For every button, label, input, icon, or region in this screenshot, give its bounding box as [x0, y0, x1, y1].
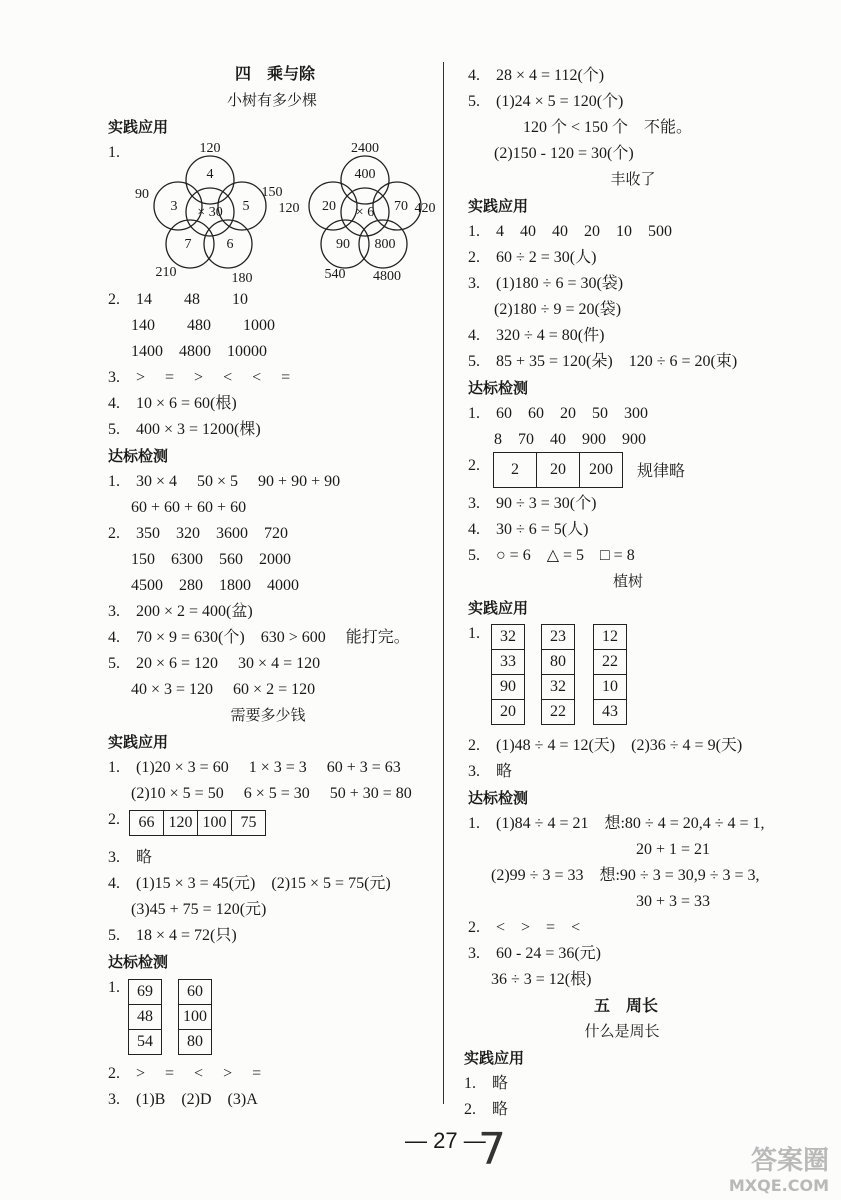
answer-line: 1. 略: [464, 1075, 509, 1092]
answer-line: 4. 320 ÷ 4 = 80(件): [468, 327, 605, 344]
answer-line: 1. 30 × 4 50 × 5 90 + 90 + 90: [108, 473, 341, 490]
answer-line: 60 + 60 + 60 + 60: [131, 499, 247, 516]
table-cell: 60: [179, 980, 212, 1005]
answer-table: [493, 452, 623, 488]
answer-line: 40 × 3 = 120 60 × 2 = 120: [131, 681, 316, 698]
table-cell: 43: [594, 700, 627, 725]
petal-value: 20: [322, 199, 336, 214]
lesson-title: 什么是周长: [584, 1024, 660, 1040]
answer-line: 2. > = < > =: [108, 1065, 262, 1082]
outer-value: 120: [278, 201, 300, 216]
lesson-title: 小树有多少棵: [226, 93, 318, 109]
answer-line: 5. ○ = 6 △ = 5 □ = 8: [468, 547, 635, 564]
table-cell: 54: [129, 1030, 162, 1055]
answer-line: 3. 90 ÷ 3 = 30(个): [468, 495, 597, 512]
answer-line: 5. 18 × 4 = 72(只): [108, 927, 237, 944]
outer-value: 210: [155, 265, 177, 280]
answer-table: [541, 624, 575, 725]
answer-line: (2)10 × 5 = 50 6 × 5 = 30 50 + 30 = 80: [131, 785, 412, 802]
section-heading: 实践应用: [464, 1049, 525, 1067]
answer-line: 2.: [468, 457, 480, 474]
table-cell: 100: [198, 811, 232, 836]
table-cell: 66: [130, 811, 164, 836]
outer-value: 150: [261, 185, 283, 200]
chapter-title: 五 周长: [593, 996, 659, 1015]
answer-line: 5. 400 × 3 = 1200(棵): [108, 421, 261, 438]
answer-line: 1. 4 40 40 20 10 500: [468, 223, 673, 240]
petal-value: 7: [184, 237, 192, 252]
answer-line: 1400 4800 10000: [131, 343, 268, 360]
table-cell: 23: [542, 625, 575, 650]
answer-line: 120 个 < 150 个 不能。: [523, 119, 693, 136]
table-cell: 80: [179, 1030, 212, 1055]
outer-value: 540: [324, 267, 346, 282]
petal-value: 70: [394, 199, 408, 214]
petal-value: 800: [374, 237, 396, 252]
table-cell: 10: [594, 675, 627, 700]
answer-line: 20 + 1 = 21: [636, 841, 711, 858]
page-number: — 27 —: [405, 1128, 486, 1153]
watermark-url: MXQE.COM: [728, 1176, 829, 1195]
watermark-logo: [751, 1140, 829, 1177]
answer-line: 3. 略: [468, 763, 513, 780]
answer-line: 4. (1)15 × 3 = 45(元) (2)15 × 5 = 75(元): [108, 875, 391, 892]
answer-line: (2)150 - 120 = 30(个): [494, 145, 634, 162]
answer-line: 140 480 1000: [131, 317, 276, 334]
section-heading: 实践应用: [468, 599, 529, 617]
answer-line: 5. (1)24 × 5 = 120(个): [468, 93, 624, 110]
answer-line: (3)45 + 75 = 120(元): [131, 901, 267, 918]
table-cell: 80: [542, 650, 575, 675]
answer-line: 5. 20 × 6 = 120 30 × 4 = 120: [108, 655, 321, 672]
answer-line: 2. 略: [464, 1101, 509, 1118]
table-cell: 33: [492, 650, 525, 675]
answer-line: 3. 200 × 2 = 400(盆): [108, 603, 253, 620]
table-cell: 20: [492, 700, 525, 725]
section-heading: 达标检测: [468, 379, 529, 397]
handwritten-mark: 7: [478, 1124, 506, 1175]
answer-line: 2. (1)48 ÷ 4 = 12(天) (2)36 ÷ 4 = 9(天): [468, 737, 743, 754]
answer-table: [491, 624, 525, 725]
answer-line: (2)99 ÷ 3 = 33 想:90 ÷ 3 = 30,9 ÷ 3 = 3,: [491, 867, 760, 884]
section-heading: 实践应用: [468, 197, 529, 215]
outer-value: 180: [231, 271, 253, 286]
petal-value: 400: [354, 167, 376, 182]
table-cell: 20: [537, 453, 580, 488]
petal-value: 4: [206, 167, 214, 182]
flower-diagram: [130, 140, 290, 285]
answer-line: 30 + 3 = 33: [636, 893, 711, 910]
watermark-text: 答案圈: [750, 1146, 829, 1176]
answer-line: 8 70 40 900 900: [494, 431, 647, 448]
answer-line: 4500 280 1800 4000: [131, 577, 300, 594]
answer-line: 1. (1)20 × 3 = 60 1 × 3 = 3 60 + 3 = 63: [108, 759, 401, 776]
petal-value: 3: [170, 199, 178, 214]
answer-line: 3. (1)B (2)D (3)A: [108, 1091, 258, 1108]
table-cell: 12: [594, 625, 627, 650]
answer-line: 2. < > = <: [468, 919, 581, 936]
answer-line: 2. 60 ÷ 2 = 30(人): [468, 249, 597, 266]
answer-line: 4. 30 ÷ 6 = 5(人): [468, 521, 589, 538]
table-cell: 75: [232, 811, 266, 836]
table-cell: 120: [164, 811, 198, 836]
table-cell: 22: [594, 650, 627, 675]
table-cell: 100: [179, 1005, 212, 1030]
petal-value: 5: [242, 199, 250, 214]
section-heading: 实践应用: [108, 733, 169, 751]
outer-value: 420: [414, 201, 436, 216]
answer-table: [593, 624, 627, 725]
section-heading: 达标检测: [108, 447, 169, 465]
center-label: × 30: [197, 205, 223, 220]
flower-diagram: [278, 140, 445, 285]
answer-line: 3. 60 - 24 = 36(元): [468, 945, 602, 962]
lesson-title: 需要多少钱: [230, 708, 306, 724]
table-cell: 48: [129, 1005, 162, 1030]
answer-line: 3. (1)180 ÷ 6 = 30(袋): [468, 275, 624, 292]
answer-line: 2. 350 320 3600 720: [108, 525, 289, 542]
table-cell: 32: [492, 625, 525, 650]
table-cell: 32: [542, 675, 575, 700]
answer-table: [129, 810, 266, 836]
answer-line: (2)180 ÷ 9 = 20(袋): [494, 301, 622, 318]
table-cell: 2: [494, 453, 537, 488]
section-heading: 实践应用: [108, 118, 169, 136]
outer-value: 4800: [373, 269, 401, 284]
table-cell: 69: [129, 980, 162, 1005]
answer-line: 2. 14 48 10: [108, 291, 249, 308]
answer-line: 规律略: [637, 463, 686, 480]
answer-line: 1.: [468, 625, 480, 642]
answer-line: 1.: [108, 144, 120, 161]
answer-line: 2.: [108, 811, 120, 828]
petal-value: 90: [336, 237, 350, 252]
table-cell: 200: [580, 453, 623, 488]
answer-line: 4. 28 × 4 = 112(个): [468, 67, 605, 84]
center-label: × 6: [355, 205, 375, 220]
outer-value: 2400: [351, 141, 379, 156]
answer-table: [178, 979, 212, 1055]
answer-line: 1. 60 60 20 50 300: [468, 405, 649, 422]
outer-value: 90: [135, 187, 149, 202]
answer-line: 1.: [108, 979, 120, 996]
table-cell: 22: [542, 700, 575, 725]
answer-table: [128, 979, 162, 1055]
answer-line: 5. 85 + 35 = 120(朵) 120 ÷ 6 = 20(束): [468, 353, 738, 370]
answer-line: 36 ÷ 3 = 12(根): [491, 971, 592, 988]
answer-line: 3. 略: [108, 849, 153, 866]
answer-line: 1. (1)84 ÷ 4 = 21 想:80 ÷ 4 = 20,4 ÷ 4 = 1,: [468, 815, 765, 832]
lesson-title: 植树: [612, 574, 644, 590]
section-heading: 达标检测: [108, 953, 169, 971]
lesson-title: 丰收了: [610, 172, 656, 188]
outer-value: 120: [199, 141, 221, 156]
table-cell: 90: [492, 675, 525, 700]
petal-value: 6: [226, 237, 234, 252]
answer-line: 4. 10 × 6 = 60(根): [108, 395, 237, 412]
section-heading: 达标检测: [468, 789, 529, 807]
answer-line: 4. 70 × 9 = 630(个) 630 > 600 能打完。: [108, 629, 410, 646]
answer-line: 3. > = > < < =: [108, 369, 291, 386]
answer-line: 150 6300 560 2000: [131, 551, 292, 568]
chapter-title: 四 乘与除: [234, 64, 316, 83]
